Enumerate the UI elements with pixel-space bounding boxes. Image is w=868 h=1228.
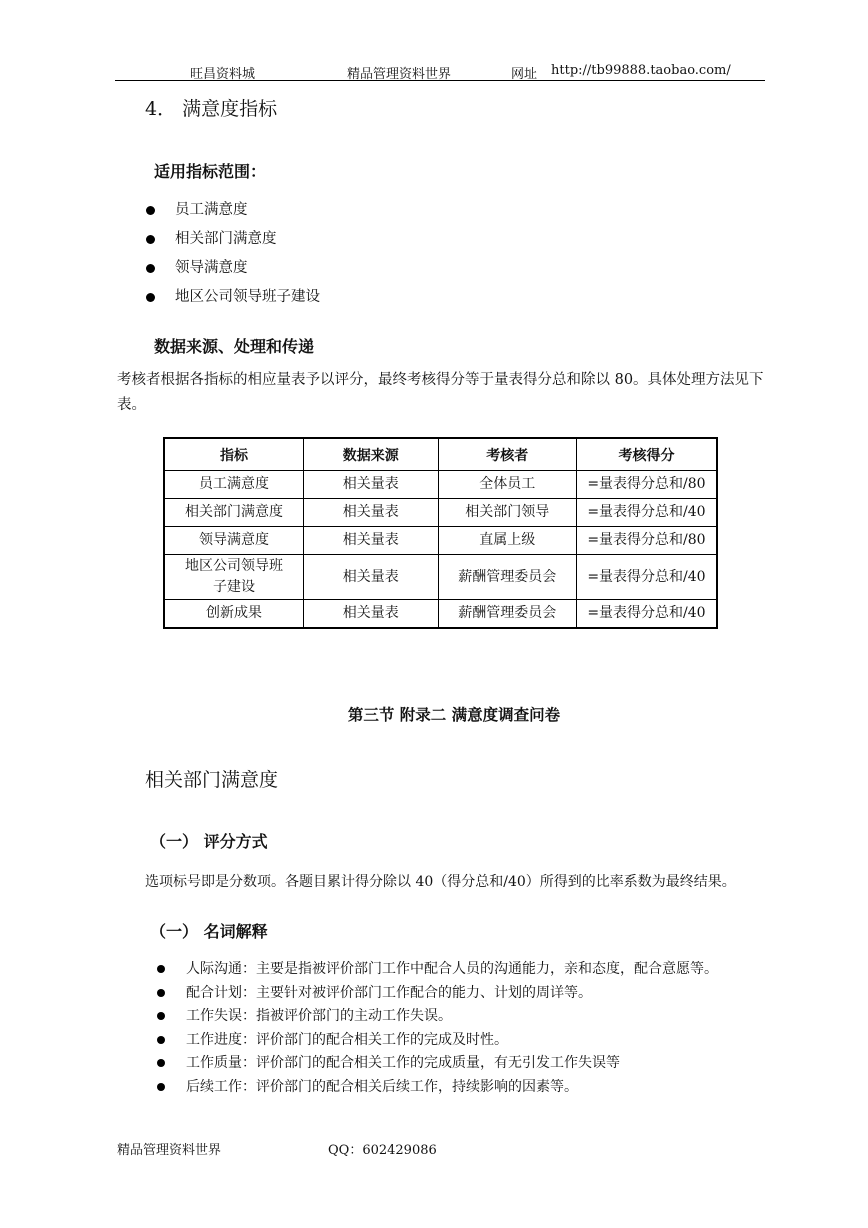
table-cell: 领导满意度 xyxy=(164,527,304,555)
kpi-table xyxy=(163,437,718,629)
table-header-cell: 指标 xyxy=(164,438,304,471)
table-cell: 直属上级 xyxy=(438,527,576,555)
table-row xyxy=(164,499,717,527)
table-cell: =量表得分总和/80 xyxy=(576,471,717,499)
table-header-row xyxy=(164,438,717,471)
data-source-paragraph: 考核者根据各指标的相应量表予以评分，最终考核得分等于量表得分总和除以 80。具体处理方法见下表。 xyxy=(117,372,764,413)
footer-qq-text: QQ：602429086 xyxy=(328,1143,437,1158)
header-url-link[interactable]: http://tb99888.taobao.com/ xyxy=(551,63,731,78)
list-item: 地区公司领导班子建设 xyxy=(145,285,320,314)
list-item: 工作失误：指被评价部门的主动工作失误。 xyxy=(155,1005,718,1029)
table-cell: 全体员工 xyxy=(438,471,576,499)
table-cell: 相关量表 xyxy=(304,600,438,629)
list-item: 配合计划：主要针对被评价部门工作配合的能力、计划的周详等。 xyxy=(155,982,718,1006)
header-left-text: 旺昌资料城 xyxy=(190,67,256,82)
subsection-title: 相关部门满意度 xyxy=(145,769,279,791)
scope-title: 适用指标范围： xyxy=(154,162,267,181)
list-item: 员工满意度 xyxy=(145,198,320,227)
table-cell: 相关量表 xyxy=(304,499,438,527)
header-center-text: 精品管理资料世界 xyxy=(347,67,452,82)
table-cell: =量表得分总和/40 xyxy=(576,555,717,600)
scope-list xyxy=(145,198,320,314)
table-cell: 创新成果 xyxy=(164,600,304,629)
table-header-cell: 考核得分 xyxy=(576,438,717,471)
footer-left-text: 精品管理资料世界 xyxy=(117,1143,222,1158)
list-item: 后续工作：评价部门的配合相关后续工作，持续影响的因素等。 xyxy=(155,1076,718,1100)
table-cell: 薪酬管理委员会 xyxy=(438,555,576,600)
table-cell: =量表得分总和/80 xyxy=(576,527,717,555)
table-cell: 薪酬管理委员会 xyxy=(438,600,576,629)
table-row xyxy=(164,600,717,629)
scoring-paragraph: 选项标号即是分数项。各题目累计得分除以 40（得分总和/40）所得到的比率系数为最终结果。 xyxy=(145,874,736,890)
data-source-title: 数据来源、处理和传递 xyxy=(154,337,315,356)
terms-heading: （一） 名词解释 xyxy=(150,922,268,941)
list-item: 工作质量：评价部门的配合相关工作的完成质量，有无引发工作失误等 xyxy=(155,1052,718,1076)
table-row xyxy=(164,555,717,600)
table-cell: 相关量表 xyxy=(304,555,438,600)
scoring-heading: （一） 评分方式 xyxy=(150,832,268,851)
table-cell: 相关部门领导 xyxy=(438,499,576,527)
list-item: 相关部门满意度 xyxy=(145,227,320,256)
section-heading: 4． 满意度指标 xyxy=(145,98,278,120)
table-cell: =量表得分总和/40 xyxy=(576,499,717,527)
terms-list xyxy=(155,958,718,1099)
table-row xyxy=(164,471,717,499)
table-row xyxy=(164,527,717,555)
table-header-cell: 数据来源 xyxy=(304,438,438,471)
table-cell: 地区公司领导班子建设 xyxy=(164,555,304,600)
table-cell: =量表得分总和/40 xyxy=(576,600,717,629)
table-cell: 相关部门满意度 xyxy=(164,499,304,527)
table-cell: 相关量表 xyxy=(304,527,438,555)
header-url-label: 网址 xyxy=(511,67,538,82)
table-cell: 相关量表 xyxy=(304,471,438,499)
header-divider xyxy=(115,80,765,81)
appendix-title: 第三节 附录二 满意度调查问卷 xyxy=(347,706,561,724)
list-item: 领导满意度 xyxy=(145,256,320,285)
list-item: 人际沟通：主要是指被评价部门工作中配合人员的沟通能力，亲和态度，配合意愿等。 xyxy=(155,958,718,982)
table-header-cell: 考核者 xyxy=(438,438,576,471)
table-cell: 员工满意度 xyxy=(164,471,304,499)
list-item: 工作进度：评价部门的配合相关工作的完成及时性。 xyxy=(155,1029,718,1053)
